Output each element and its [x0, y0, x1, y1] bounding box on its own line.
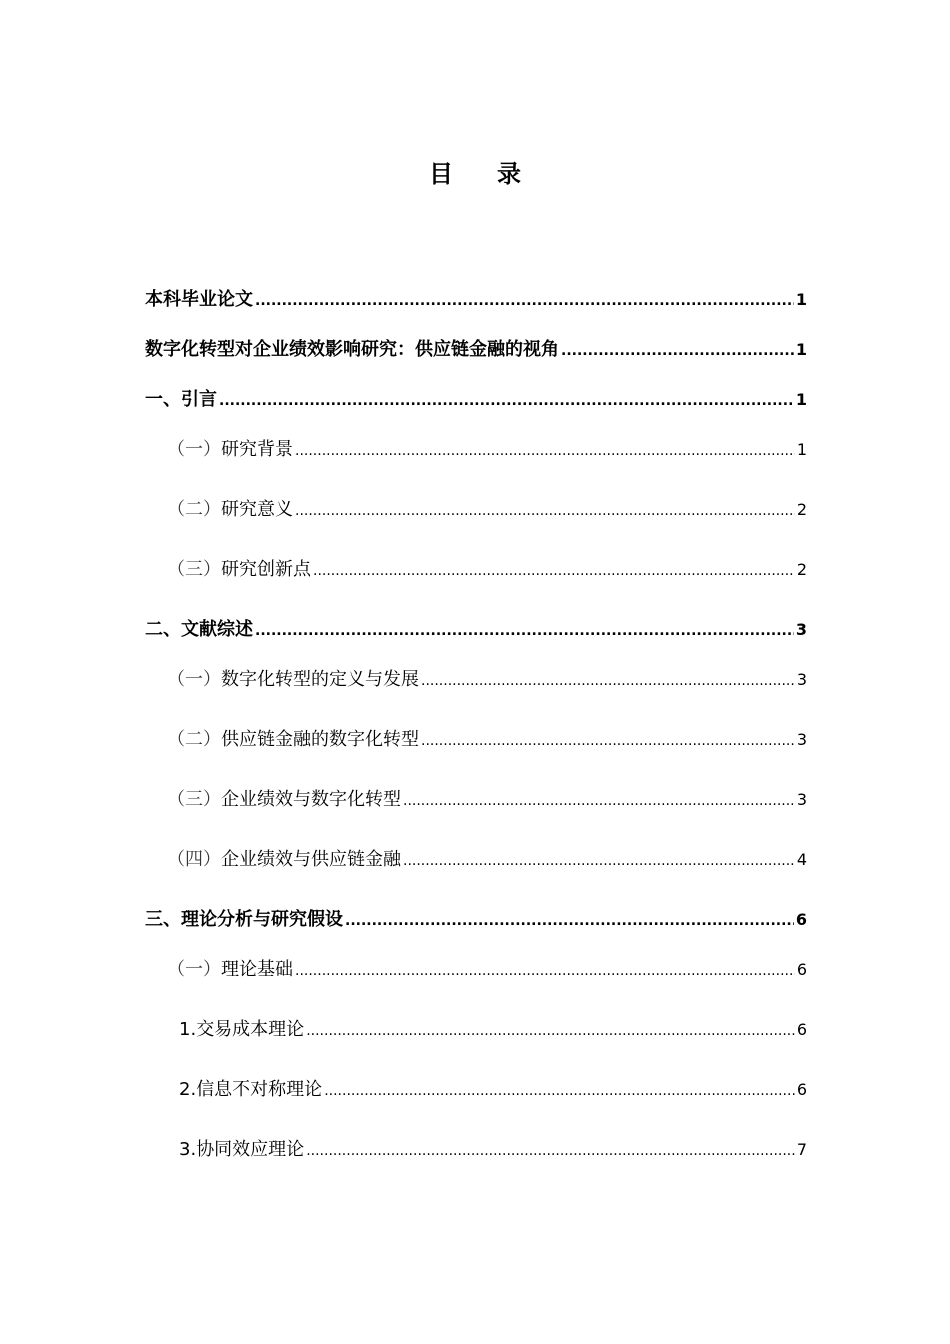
toc-entry-prefix: （四） — [167, 849, 221, 870]
toc-entry-text: 理论基础 — [221, 959, 293, 980]
toc-leader — [403, 849, 795, 873]
toc-page-number: 6 — [796, 1080, 807, 1099]
toc-page-number: 2 — [796, 500, 807, 519]
toc-entry-text: 一、引言 — [145, 389, 217, 410]
toc-entry[interactable] — [145, 438, 807, 463]
toc-entry[interactable] — [145, 848, 807, 873]
toc-entry[interactable] — [145, 338, 807, 363]
toc-page-number: 6 — [796, 960, 807, 979]
toc-entry-prefix: （一） — [167, 439, 221, 460]
toc-entry-prefix: （一） — [167, 959, 221, 980]
toc-leader — [306, 1019, 795, 1043]
toc-entry[interactable] — [145, 558, 807, 583]
toc-page-number: 1 — [796, 440, 807, 459]
toc-leader — [403, 789, 795, 813]
toc-leader — [295, 439, 795, 463]
toc-leader — [313, 559, 795, 583]
toc-leader — [306, 1139, 795, 1163]
toc-leader — [255, 619, 794, 643]
toc-title — [0, 156, 950, 192]
toc-entry[interactable] — [145, 288, 807, 313]
toc-entry[interactable] — [145, 388, 807, 413]
toc-entry-text: 协同效应理论 — [196, 1139, 305, 1160]
toc-entry-text: 研究背景 — [221, 439, 293, 460]
toc-entry-prefix: 3. — [179, 1139, 197, 1160]
toc-entry[interactable] — [145, 618, 807, 643]
toc-page-number: 3 — [796, 790, 807, 809]
toc-entry-text: 研究意义 — [221, 499, 293, 520]
toc-entry-text: 研究创新点 — [221, 559, 311, 580]
toc-page-number: 6 — [796, 1020, 807, 1039]
toc-page-number: 1 — [795, 390, 807, 409]
toc-entry[interactable] — [145, 498, 807, 523]
toc-title-char-2: 录 — [497, 160, 521, 188]
toc-entry[interactable] — [145, 1138, 807, 1163]
toc-entry[interactable] — [145, 1018, 807, 1043]
toc-entry-text: 企业绩效与数字化转型 — [221, 789, 401, 810]
toc-page-number: 6 — [795, 910, 807, 929]
toc-page-number: 3 — [795, 620, 807, 639]
toc-page-number: 1 — [795, 290, 807, 309]
toc-entry-text: 三、理论分析与研究假设 — [145, 909, 343, 930]
toc-title-char-1: 目 — [429, 160, 453, 188]
toc-page-number: 1 — [795, 340, 807, 359]
toc-leader — [295, 959, 795, 983]
toc-entry-prefix: （二） — [167, 499, 221, 520]
toc-entry-text: 本科毕业论文 — [145, 289, 253, 310]
toc-entry[interactable] — [145, 668, 807, 693]
toc-page-number: 3 — [796, 730, 807, 749]
toc-entry-prefix: （一） — [167, 669, 221, 690]
toc-leader — [295, 499, 795, 523]
toc-leader — [255, 289, 794, 313]
toc-leader — [421, 729, 795, 753]
toc-page-number: 7 — [796, 1140, 807, 1159]
toc-entry-text: 企业绩效与供应链金融 — [221, 849, 401, 870]
toc-entry-text: 信息不对称理论 — [196, 1079, 323, 1100]
toc-leader — [219, 389, 794, 413]
toc-entry[interactable] — [145, 908, 807, 933]
toc-entry-prefix: 1. — [179, 1019, 197, 1040]
toc-page-number: 3 — [796, 670, 807, 689]
toc-leader — [421, 669, 795, 693]
toc-entry-text: 数字化转型对企业绩效影响研究：供应链金融的视角 — [145, 339, 559, 360]
toc-leader — [561, 339, 794, 363]
toc-entry[interactable] — [145, 958, 807, 983]
toc-leader — [324, 1079, 795, 1103]
toc-page-number: 4 — [796, 850, 807, 869]
toc-entry-prefix: （三） — [167, 559, 221, 580]
toc-entry-text: 数字化转型的定义与发展 — [221, 669, 419, 690]
toc-entry-text: 供应链金融的数字化转型 — [221, 729, 419, 750]
toc-entry-text: 二、文献综述 — [145, 619, 253, 640]
toc-entry-prefix: 2. — [179, 1079, 197, 1100]
toc-page-number: 2 — [796, 560, 807, 579]
toc-entry-prefix: （二） — [167, 729, 221, 750]
toc-entry[interactable] — [145, 1078, 807, 1103]
toc-entry-prefix: （三） — [167, 789, 221, 810]
toc-entry[interactable] — [145, 788, 807, 813]
toc-entry-text: 交易成本理论 — [196, 1019, 305, 1040]
toc-leader — [345, 909, 794, 933]
toc-entry[interactable] — [145, 728, 807, 753]
